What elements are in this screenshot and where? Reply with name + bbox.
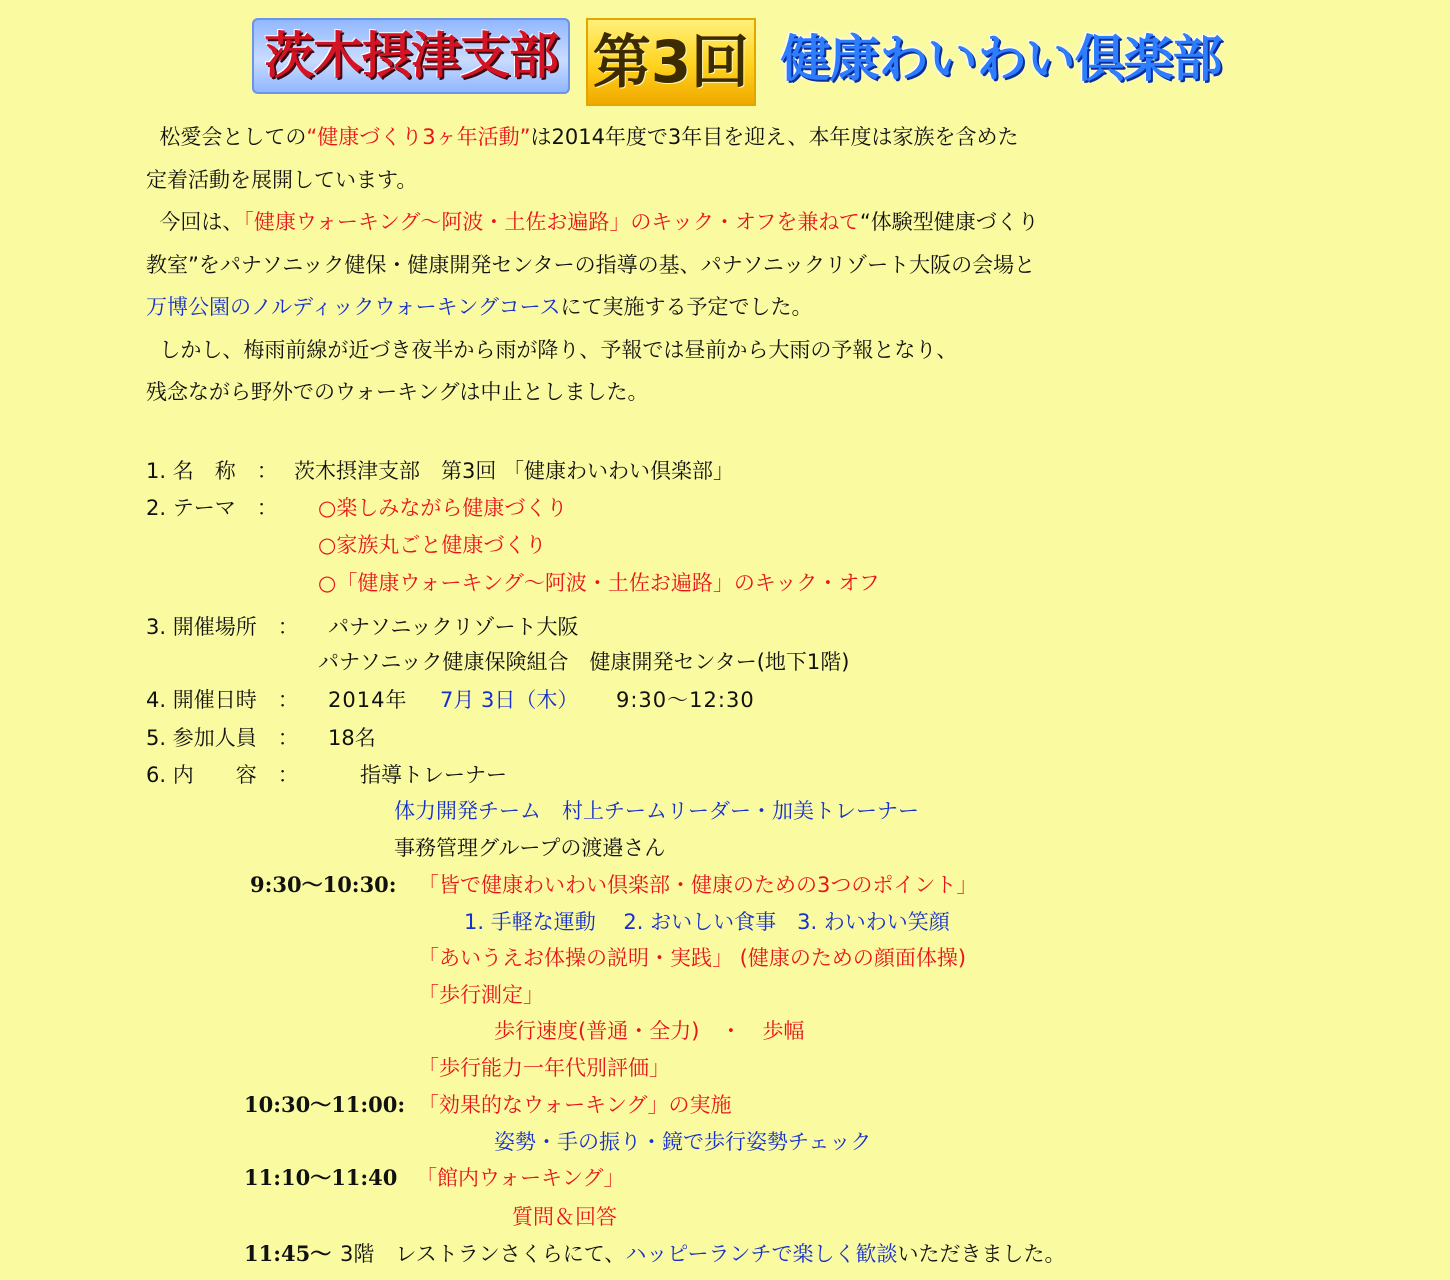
time-2: 10:30～11:00: bbox=[244, 1092, 406, 1117]
item-date-label: 4. 開催日時 ： bbox=[146, 688, 299, 712]
intro-line-4: 教室”をパナソニック健保・健康開発センターの指導の基、パナソニックリゾート大阪の会場と bbox=[146, 252, 1036, 277]
s1-points: 1. 手軽な運動 2. おいしい食事 3. わいわい笑顔 bbox=[464, 910, 950, 934]
item-name-label: 1. 名 称 ： bbox=[146, 459, 278, 483]
item-content-label: 6. 内 容 ： bbox=[146, 763, 299, 787]
item-name-value: 茨木摂津支部 第3回 「健康わいわい倶楽部」 bbox=[294, 459, 735, 483]
s1-walk: 「歩行測定」 bbox=[418, 983, 544, 1007]
theme-2: ○家族丸ごと健康づくり bbox=[318, 533, 547, 557]
intro-line-5: 万博公園のノルディックウォーキングコースにて実施する予定でした。 bbox=[146, 295, 813, 319]
count-value: 18名 bbox=[328, 726, 376, 750]
date-day: 7月 3日（木） bbox=[440, 688, 579, 712]
s1-aiueo: 「あいうえお体操の説明・実践」 (健康のための顔面体操) bbox=[418, 946, 967, 970]
s2-title: 「効果的なウォーキング」の実施 bbox=[418, 1093, 732, 1117]
s1-walk-detail: 歩行速度(普通・全力) ・ 歩幅 bbox=[494, 1019, 805, 1043]
venue-2: パナソニック健康保険組合 健康開発センター(地下1階) bbox=[318, 650, 850, 674]
s3-detail: 質問＆回答 bbox=[512, 1205, 617, 1229]
title-banner bbox=[0, 10, 1450, 100]
trainer-1: 体力開発チーム 村上チームリーダー・加美トレーナー bbox=[394, 799, 919, 823]
theme-1: ○楽しみながら健康づくり bbox=[318, 496, 568, 520]
item-venue-label: 3. 開催場所 ： bbox=[146, 615, 299, 639]
theme-3: ○「健康ウォーキング～阿波・土佐お遍路」のキック・オフ bbox=[318, 571, 880, 595]
intro-line-7: 残念ながら野外でのウォーキングは中止としました。 bbox=[146, 380, 649, 404]
item-count-label: 5. 参加人員 ： bbox=[146, 726, 299, 750]
trainer-label: 指導トレーナー bbox=[360, 763, 507, 787]
time-3: 11:10～11:40 bbox=[244, 1165, 398, 1190]
date-year: 2014年 bbox=[328, 688, 408, 712]
date-time: 9:30～12:30 bbox=[616, 688, 755, 712]
intro-line-1: 松愛会としての“健康づくり3ヶ年活動”は2014年度で3年目を迎え、本年度は家族を含めた bbox=[159, 125, 1019, 149]
s1-eval: 「歩行能力一年代別評価」 bbox=[418, 1056, 670, 1080]
banner-club: 健康わいわい倶楽部 bbox=[780, 30, 1222, 88]
banner-branch: 茨木摂津支部 bbox=[252, 18, 570, 94]
trainer-2: 事務管理グループの渡邉さん bbox=[394, 836, 666, 860]
banner-session: 第3回 bbox=[586, 18, 756, 106]
intro-line-2: 定着活動を展開しています。 bbox=[146, 167, 418, 192]
s4-line: 3階 レストランさくらにて、ハッピーランチで楽しく歓談いただきました。 bbox=[340, 1242, 1066, 1266]
item-theme-label: 2. テーマ ： bbox=[146, 496, 278, 520]
intro-line-6: しかし、梅雨前線が近づき夜半から雨が降り、予報では昼前から大雨の予報となり、 bbox=[159, 337, 958, 362]
s1-title: 「皆で健康わいわい倶楽部・健康のための3つのポイント」 bbox=[418, 873, 978, 897]
s2-detail: 姿勢・手の振り・鏡で歩行姿勢チェック bbox=[494, 1130, 872, 1154]
intro-line-3: 今回は、「健康ウォーキング～阿波・土佐お遍路」のキック・オフを兼ねて“体験型健康づくり bbox=[159, 210, 1039, 234]
time-1: 9:30～10:30: bbox=[250, 872, 397, 897]
s3-title: 「館内ウォーキング」 bbox=[416, 1166, 625, 1190]
venue-1: パナソニックリゾート大阪 bbox=[328, 615, 579, 639]
intro-text bbox=[146, 116, 1246, 414]
time-4: 11:45～ bbox=[244, 1241, 332, 1266]
